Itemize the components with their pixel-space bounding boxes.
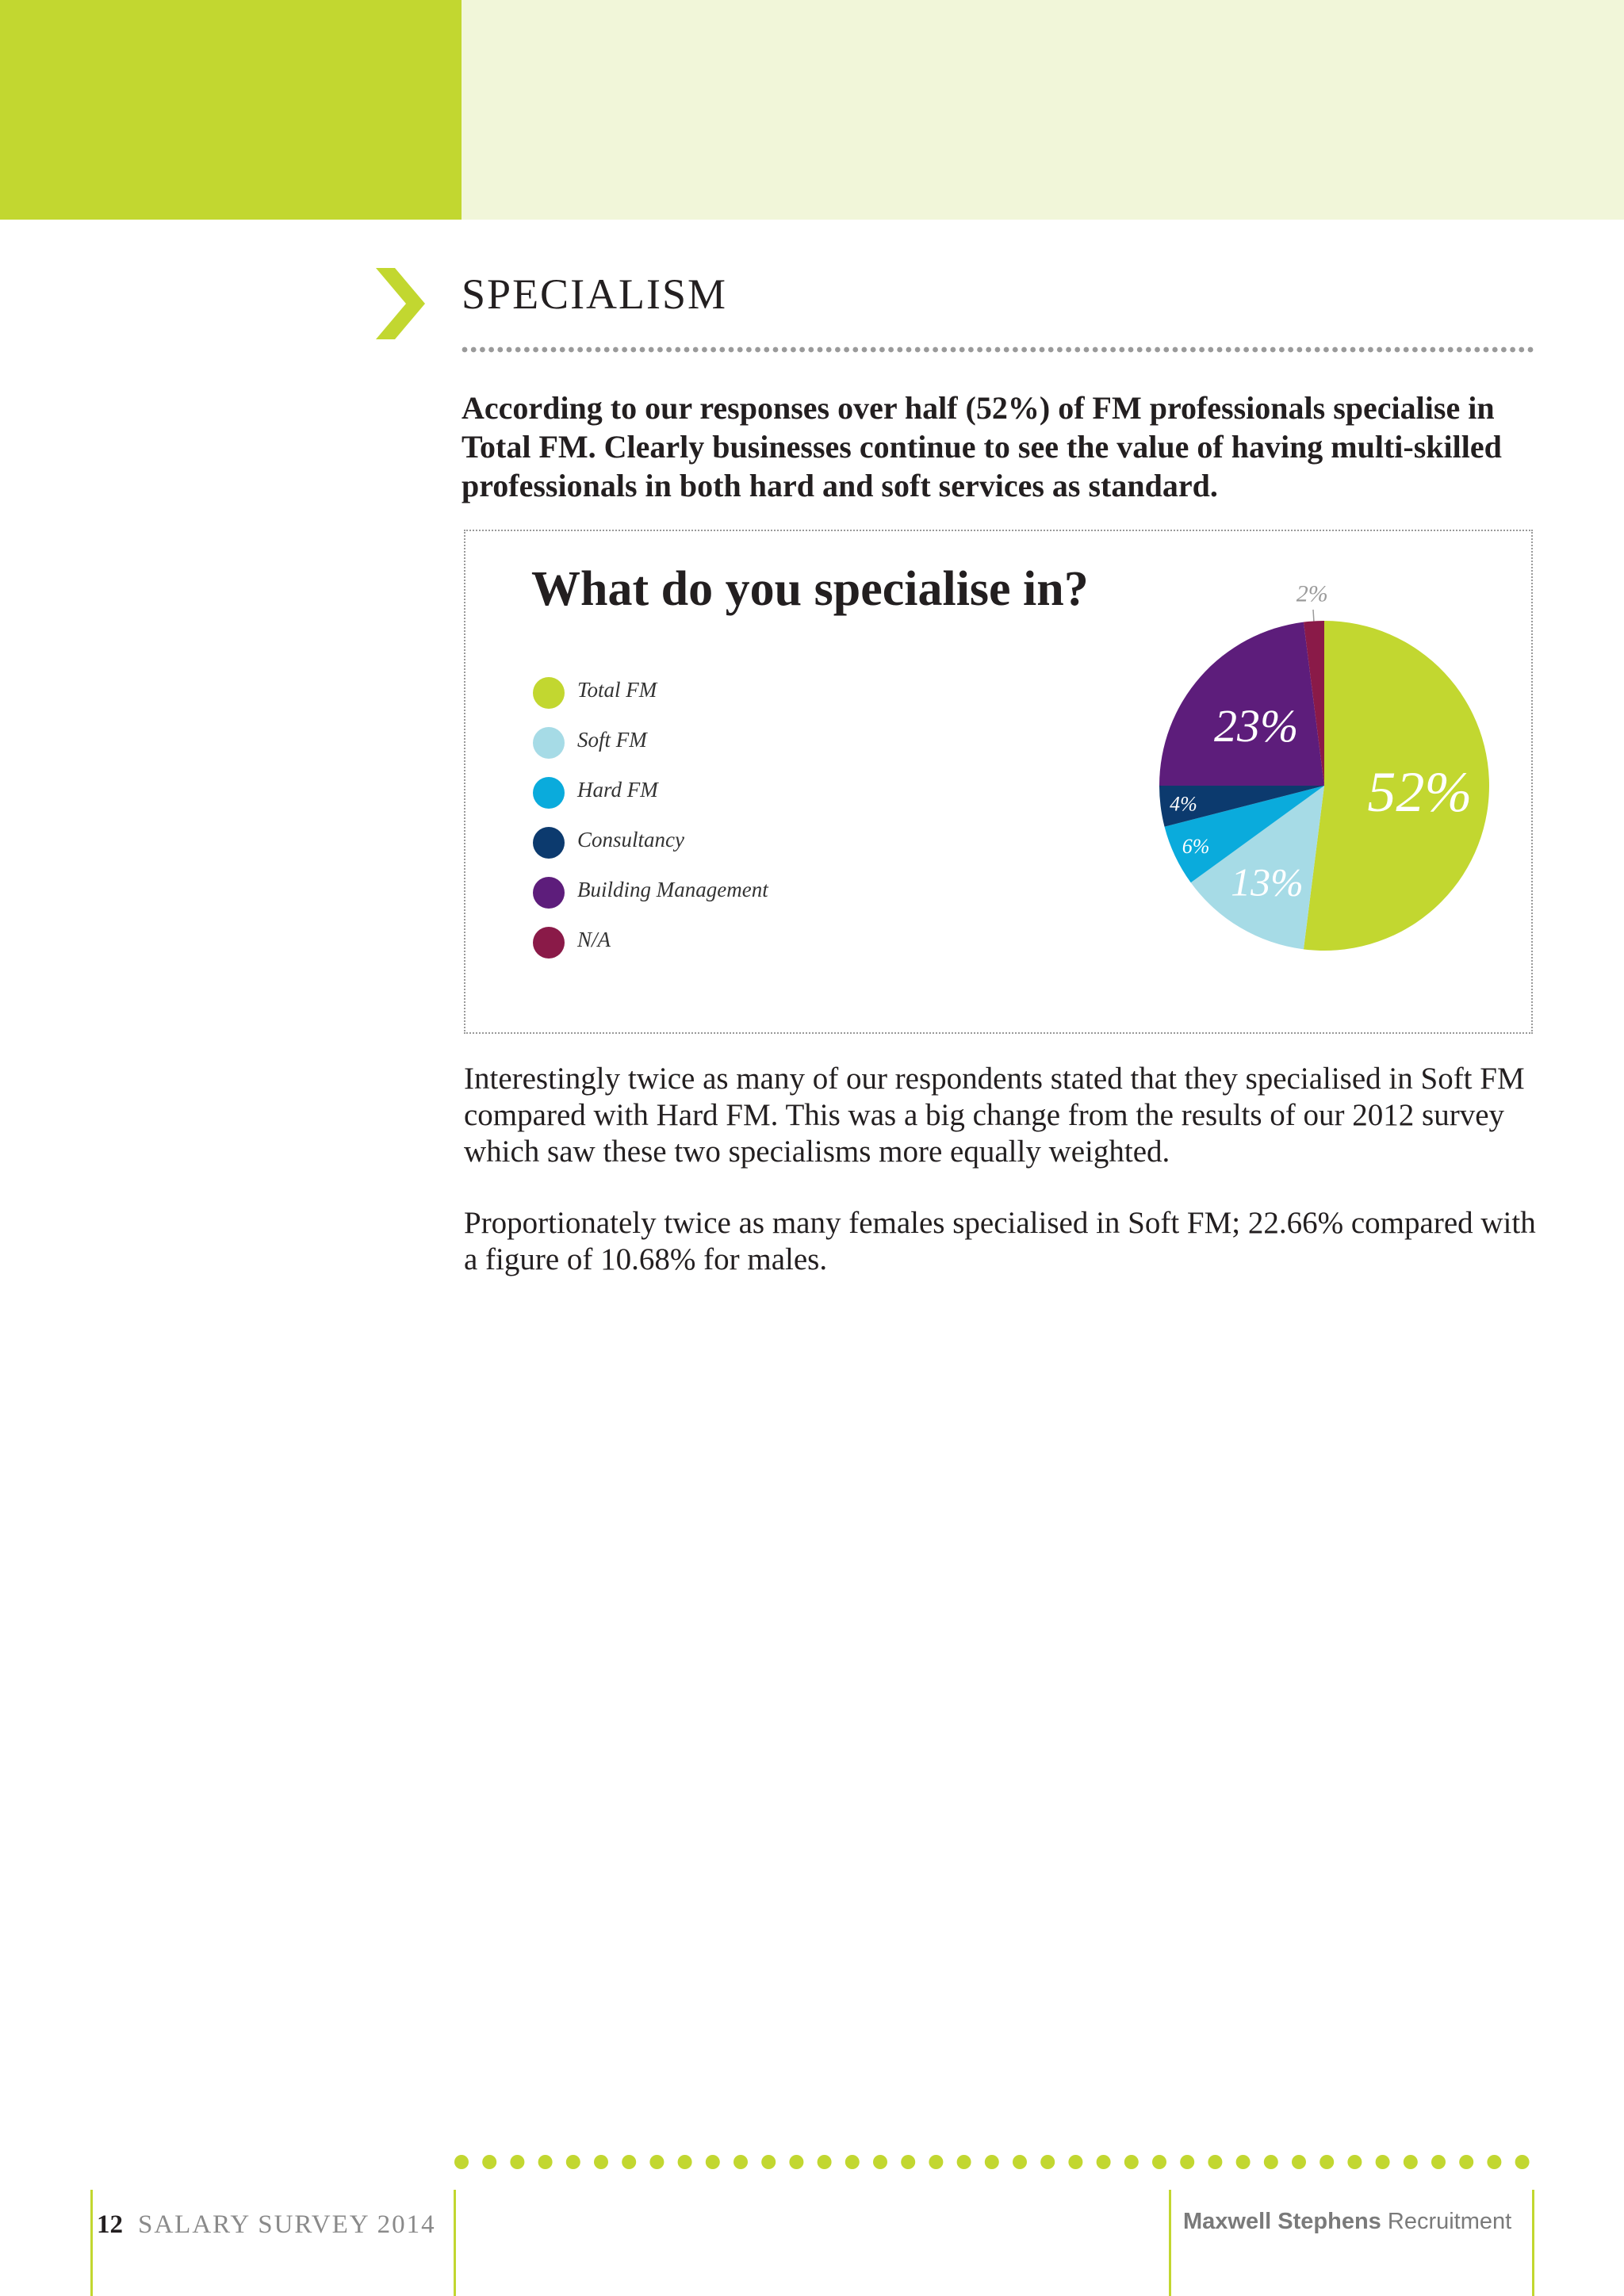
legend-swatch xyxy=(533,727,565,759)
body-paragraph-2: Proportionately twice as many females specialised in Soft FM; 22.66% compared with a figure of 10.68% for males. xyxy=(464,1206,1536,1276)
divider-dot xyxy=(640,347,645,353)
divider-dot xyxy=(1306,347,1312,353)
divider-dot xyxy=(1404,347,1409,353)
divider-dot xyxy=(471,347,477,353)
divider-dot xyxy=(462,347,468,353)
divider-dot xyxy=(782,347,787,353)
divider-dot xyxy=(488,347,494,353)
divider-dot xyxy=(1323,347,1329,353)
page-number: 12 xyxy=(97,2210,123,2239)
divider-dot xyxy=(1484,347,1489,353)
divider-dot xyxy=(1492,347,1498,353)
divider-dot xyxy=(1074,347,1080,353)
divider-dot xyxy=(959,347,965,353)
divider-dot xyxy=(533,347,538,353)
divider-dot xyxy=(906,347,912,353)
divider-dot xyxy=(586,347,592,353)
divider-dot xyxy=(604,347,610,353)
divider-dot xyxy=(1457,347,1462,353)
divider-dot xyxy=(888,347,894,353)
divider-dot xyxy=(799,347,805,353)
divider-dot xyxy=(551,347,557,353)
divider-dot xyxy=(1190,347,1196,353)
chart-title: What do you specialise in? xyxy=(531,562,1089,616)
divider-dot xyxy=(1182,347,1187,353)
divider-dot xyxy=(1421,347,1427,353)
footer-rule xyxy=(1532,2190,1534,2296)
divider-dot xyxy=(1084,347,1090,353)
divider-dot xyxy=(1359,347,1365,353)
divider-dot xyxy=(1163,347,1169,353)
divider-dot xyxy=(929,2155,943,2169)
divider-dot xyxy=(808,347,814,353)
divider-dot xyxy=(622,347,627,353)
header-band-accent xyxy=(0,0,462,220)
divider-dot xyxy=(871,347,876,353)
divider-dot xyxy=(1430,347,1435,353)
header-band-pale xyxy=(462,0,1624,220)
divider-dot xyxy=(1487,2155,1501,2169)
divider-dot xyxy=(1264,2155,1278,2169)
legend-swatch xyxy=(533,827,565,859)
divider-dot xyxy=(666,347,672,353)
divider-dot xyxy=(1093,347,1098,353)
divider-dot xyxy=(1146,347,1151,353)
divider-dot xyxy=(968,347,974,353)
divider-dot xyxy=(862,347,868,353)
divider-dot xyxy=(1368,347,1373,353)
divider-dot xyxy=(818,347,823,353)
divider-dot xyxy=(1320,2155,1334,2169)
divider-dot xyxy=(733,2155,748,2169)
divider-dot xyxy=(1341,347,1346,353)
divider-dot xyxy=(596,347,601,353)
publication-title: SALARY SURVEY 2014 xyxy=(138,2210,436,2239)
legend-swatch xyxy=(533,927,565,959)
brand-name xyxy=(1183,2209,1511,2235)
divider-dot xyxy=(1180,2155,1194,2169)
divider-dot xyxy=(1262,347,1267,353)
divider-dot xyxy=(845,2155,860,2169)
divider-dot xyxy=(924,347,929,353)
divider-dot xyxy=(941,347,947,353)
divider-dot xyxy=(901,2155,915,2169)
footer-rule xyxy=(1169,2190,1171,2296)
divider-dot xyxy=(1208,2155,1222,2169)
divider-dot xyxy=(1097,2155,1111,2169)
divider-dot xyxy=(957,2155,971,2169)
divider-dot xyxy=(764,347,769,353)
divider-dot xyxy=(791,347,796,353)
divider-dot xyxy=(1137,347,1143,353)
divider-dot xyxy=(1040,347,1045,353)
divider-dot xyxy=(613,347,619,353)
divider-dot xyxy=(737,347,743,353)
divider-dot xyxy=(1030,347,1036,353)
intro-paragraph: According to our responses over half (52%) of FM professionals specialise in Total FM. Clearly businesses continue to see the value of having multi-skilled professionals in both hard and soft services as standard. xyxy=(462,390,1502,503)
divider-dot xyxy=(510,2155,524,2169)
divider-dot xyxy=(1066,347,1071,353)
divider-dot xyxy=(710,347,716,353)
divider-dot xyxy=(1395,347,1400,353)
divider-dot xyxy=(622,2155,636,2169)
divider-dot xyxy=(1124,2155,1139,2169)
divider-dot xyxy=(675,347,680,353)
section-divider xyxy=(462,346,1537,353)
footer-divider xyxy=(452,2152,1542,2172)
divider-dot xyxy=(1236,2155,1251,2169)
divider-dot xyxy=(1288,347,1293,353)
legend-swatch xyxy=(533,777,565,809)
divider-dot xyxy=(454,2155,469,2169)
divider-dot xyxy=(1119,347,1124,353)
divider-dot xyxy=(1404,2155,1418,2169)
divider-dot xyxy=(761,2155,776,2169)
divider-dot xyxy=(1350,347,1356,353)
legend-label: Total FM xyxy=(577,678,657,702)
divider-dot xyxy=(1519,347,1524,353)
divider-dot xyxy=(1226,347,1231,353)
divider-dot xyxy=(538,2155,553,2169)
divider-dot xyxy=(1208,347,1213,353)
divider-dot xyxy=(1465,347,1471,353)
divider-dot xyxy=(594,2155,608,2169)
divider-dot xyxy=(844,347,849,353)
divider-dot xyxy=(1439,347,1445,353)
divider-dot xyxy=(1528,347,1534,353)
divider-dot xyxy=(1199,347,1205,353)
divider-dot xyxy=(951,347,956,353)
section-title: SPECIALISM xyxy=(462,270,728,318)
brand-name-light: Recruitment xyxy=(1387,2209,1512,2234)
divider-dot xyxy=(1013,2155,1027,2169)
divider-dot xyxy=(569,347,574,353)
divider-dot xyxy=(1110,347,1116,353)
divider-dot xyxy=(719,347,725,353)
divider-dot xyxy=(1155,347,1160,353)
divider-dot xyxy=(693,347,699,353)
divider-dot xyxy=(1332,347,1338,353)
divider-dot xyxy=(1448,347,1454,353)
legend-swatch xyxy=(533,677,565,709)
divider-dot xyxy=(1431,2155,1446,2169)
divider-dot xyxy=(1101,347,1107,353)
legend-label: Building Management xyxy=(577,878,768,901)
divider-dot xyxy=(560,347,565,353)
body-paragraph-1: Interestingly twice as many of our respondents stated that they specialised in Soft FM compared with Hard FM. This was a big change from the results of our 2012 survey which saw these two specialisms more equally weighted. xyxy=(464,1062,1525,1169)
divider-dot xyxy=(1297,347,1302,353)
divider-dot xyxy=(1347,2155,1362,2169)
divider-dot xyxy=(630,347,636,353)
divider-dot xyxy=(1279,347,1285,353)
divider-dot xyxy=(1068,2155,1082,2169)
divider-dot xyxy=(746,347,752,353)
divider-dot xyxy=(986,347,991,353)
divider-dot xyxy=(1252,347,1258,353)
divider-dot xyxy=(1152,2155,1166,2169)
divider-dot xyxy=(1376,2155,1390,2169)
divider-dot xyxy=(879,347,885,353)
divider-dot xyxy=(482,2155,496,2169)
slice-value-label: 2% xyxy=(1296,580,1328,607)
divider-dot xyxy=(684,347,690,353)
divider-dot xyxy=(480,347,485,353)
divider-dot xyxy=(657,347,663,353)
divider-dot xyxy=(1173,347,1178,353)
slice-value-label: 23% xyxy=(1214,700,1299,752)
divider-dot xyxy=(1459,2155,1473,2169)
chevron-right-icon xyxy=(376,268,425,339)
divider-dot xyxy=(706,2155,720,2169)
divider-dot xyxy=(1315,347,1320,353)
divider-dot xyxy=(1243,347,1249,353)
slice-value-label: 13% xyxy=(1231,859,1304,905)
divider-dot xyxy=(1235,347,1240,353)
divider-dot xyxy=(977,347,982,353)
divider-dot xyxy=(566,2155,580,2169)
divider-dot xyxy=(542,347,547,353)
divider-dot xyxy=(1048,347,1054,353)
divider-dot xyxy=(702,347,707,353)
divider-dot xyxy=(873,2155,887,2169)
divider-dot xyxy=(773,347,779,353)
divider-dot xyxy=(1128,347,1134,353)
divider-dot xyxy=(1040,2155,1055,2169)
divider-dot xyxy=(1412,347,1418,353)
footer-rule xyxy=(454,2190,456,2296)
divider-dot xyxy=(729,347,734,353)
divider-dot xyxy=(1377,347,1382,353)
divider-dot xyxy=(1474,347,1480,353)
divider-dot xyxy=(1013,347,1018,353)
legend-swatch xyxy=(533,877,565,909)
divider-dot xyxy=(897,347,902,353)
divider-dot xyxy=(915,347,921,353)
brand-name-strong: Maxwell Stephens xyxy=(1183,2209,1381,2234)
divider-dot xyxy=(933,347,938,353)
divider-dot xyxy=(985,2155,999,2169)
divider-dot xyxy=(1004,347,1009,353)
divider-dot xyxy=(1217,347,1223,353)
slice-value-label: 52% xyxy=(1367,760,1473,825)
slice-value-label: 6% xyxy=(1182,835,1210,858)
divider-dot xyxy=(852,347,858,353)
legend-label: N/A xyxy=(577,928,611,951)
divider-dot xyxy=(524,347,530,353)
leader-line xyxy=(1313,610,1314,622)
slice-value-label: 4% xyxy=(1170,792,1197,816)
divider-dot xyxy=(818,2155,832,2169)
divider-dot xyxy=(497,347,503,353)
legend-label: Soft FM xyxy=(577,728,647,752)
divider-dot xyxy=(1057,347,1063,353)
divider-dot xyxy=(1501,347,1507,353)
divider-dot xyxy=(507,347,512,353)
divider-dot xyxy=(1510,347,1515,353)
legend-label: Hard FM xyxy=(577,778,658,802)
divider-dot xyxy=(1515,2155,1530,2169)
divider-dot xyxy=(649,347,654,353)
divider-dot xyxy=(835,347,841,353)
footer-rule xyxy=(90,2190,93,2296)
pie-chart xyxy=(1110,555,1522,999)
divider-dot xyxy=(649,2155,664,2169)
divider-dot xyxy=(577,347,583,353)
divider-dot xyxy=(515,347,521,353)
divider-dot xyxy=(1292,2155,1306,2169)
divider-dot xyxy=(1385,347,1391,353)
divider-dot xyxy=(678,2155,692,2169)
divider-dot xyxy=(1021,347,1027,353)
divider-dot xyxy=(755,347,760,353)
divider-dot xyxy=(789,2155,803,2169)
legend-label: Consultancy xyxy=(577,828,684,851)
divider-dot xyxy=(826,347,832,353)
divider-dot xyxy=(1270,347,1276,353)
divider-dot xyxy=(995,347,1001,353)
